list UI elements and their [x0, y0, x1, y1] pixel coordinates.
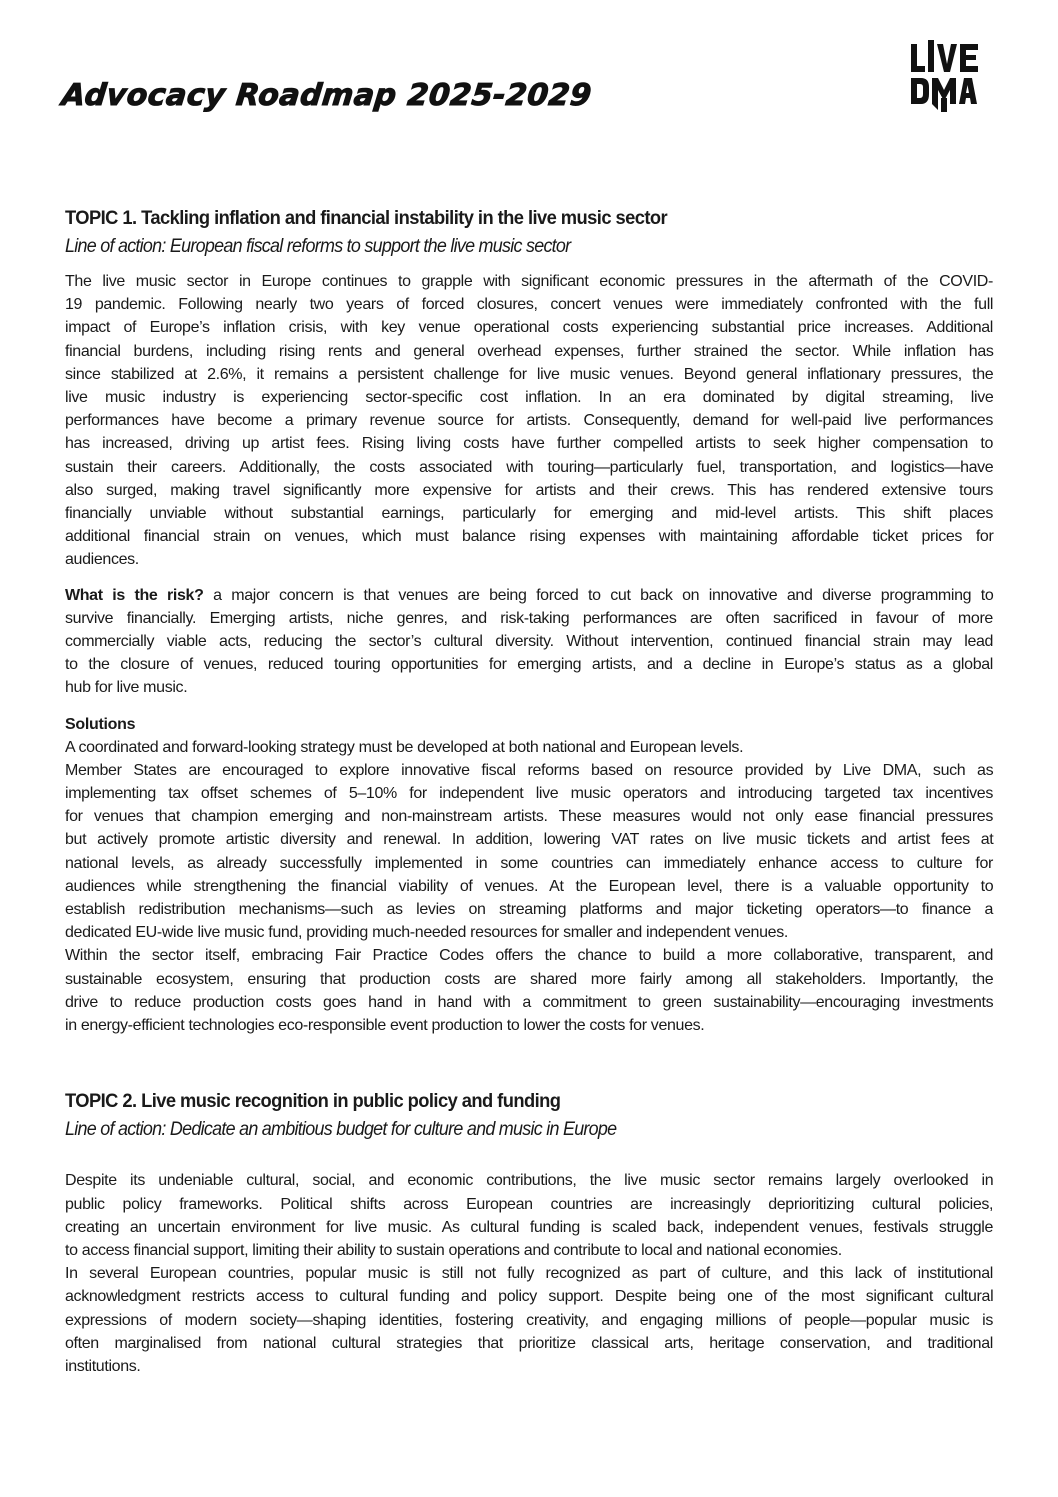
text-line: performances have become a primary revenue source for artists. Consequently, demand for well-paid live performances	[65, 412, 993, 430]
text-line: to access financial support, limiting their ability to sustain operations and contribute to local and national economies.	[65, 1241, 842, 1259]
risk-text: a major concern is that venues are being forced to cut back on innovative and diverse programming to	[203, 586, 994, 604]
text-line: Within the sector itself, embracing Fair Practice Codes offers the chance to build a more collaborative, transparent, and	[65, 947, 993, 965]
text-line: A coordinated and forward-looking strategy must be developed at both national and European levels.	[65, 738, 744, 756]
topic-2-heading: TOPIC 2. Live music recognition in public policy and funding	[65, 1090, 561, 1113]
text-line: In several European countries, popular music is still not fully recognized as part of culture, and this lack of institutional	[65, 1265, 993, 1283]
text-line: 19 pandemic. Following nearly two years of forced closures, concert venues were immediately confronted with the full	[65, 296, 994, 314]
text-line: commercially viable acts, reducing the sector’s cultural diversity. Without intervention, continued financial strain may lead	[65, 633, 994, 651]
text-line: Member States are encouraged to explore innovative fiscal reforms based on resource provided by Live DMA, such as	[65, 761, 994, 779]
live-dma-logo-icon	[908, 38, 982, 112]
text-line: in energy-efficient technologies eco-responsible event production to lower the costs for venues.	[65, 1017, 705, 1035]
solutions-paragraph-2	[65, 759, 993, 945]
text-line: sustainable ecosystem, ensuring that production costs are shared more fairly among all stakeholders. Importantly, the	[65, 970, 994, 988]
text-line: survive financially. Emerging artists, niche genres, and risk-taking performances are often sacrificed in favour of more	[65, 609, 993, 627]
text-line: institutions.	[65, 1357, 141, 1375]
text-line: for venues that champion emerging and non-mainstream artists. These measures would not only ease financial pressures	[65, 808, 994, 826]
text-line: public policy frameworks. Political shifts across European countries are increasingly deprioritizing cultural policies,	[65, 1195, 994, 1213]
text-line: to the closure of venues, reduced touring opportunities for emerging artists, and a decline in Europe’s status as a global	[65, 656, 993, 674]
text-line: establish redistribution mechanisms—such as levies on streaming platforms and major ticketing operators—to finance a	[65, 901, 993, 919]
topic-2-line-of-action: Line of action: Dedicate an ambitious budget for culture and music in Europe	[65, 1118, 617, 1141]
text-line: expressions of modern society—shaping identities, fostering creativity, and engaging millions of people—popular music is	[65, 1311, 993, 1329]
text-line: live music industry is experiencing sector-specific cost inflation. In an era dominated by digital streaming, live	[65, 389, 994, 407]
topic-1-intro-paragraph	[65, 270, 993, 572]
text-line: often marginalised from national cultural strategies that prioritize classical arts, heritage conservation, and traditional	[65, 1334, 993, 1352]
text-line: The live music sector in Europe continues to grapple with significant economic pressures in the aftermath of the COVID-	[65, 273, 993, 290]
text-line: also surged, making travel significantly more expensive for artists and their crews. This has rendered extensive tours	[65, 481, 993, 499]
text-line: financial burdens, including rising rents and general overhead expenses, further strained the sector. While inflation has	[65, 342, 994, 360]
text-line: impact of Europe’s inflation crisis, with key venue operational costs experiencing substantial price increases. Additional	[65, 319, 993, 337]
solutions-heading: Solutions	[65, 715, 136, 733]
text-line: hub for live music.	[65, 679, 188, 697]
text-line: since stabilized at 2.6%, it remains a persistent challenge for live music venues. Beyond general inflationary pressures, the	[65, 365, 994, 383]
risk-label: What is the risk?	[65, 586, 204, 604]
text-line: audiences.	[65, 551, 139, 569]
topic-2-paragraph-1	[65, 1169, 993, 1262]
text-line: Despite its undeniable cultural, social, and economic contributions, the live music sector remains largely overlooked in	[65, 1172, 994, 1190]
text-line: national levels, as already successfully implemented in some countries can immediately enhance access to culture for	[65, 854, 993, 872]
topic-1-line-of-action: Line of action: European fiscal reforms to support the live music sector	[65, 235, 571, 257]
text-line: sustain their careers. Additionally, the costs associated with touring—particularly fuel, transportation, and logistics—have	[65, 458, 994, 476]
text-line: additional financial strain on venues, which must balance rising expenses with maintaining affordable ticket prices for	[65, 528, 994, 546]
solutions-paragraph-3	[65, 944, 993, 1037]
topic-2-section	[65, 1087, 993, 1378]
topic-1-heading: TOPIC 1. Tackling inflation and financial instability in the live music sector	[65, 207, 668, 229]
text-line: creating an uncertain environment for live music. As cultural funding is scaled back, independent venues, festivals struggle	[65, 1218, 994, 1236]
topic-1-risk-paragraph	[65, 584, 993, 700]
text-line: implementing tax offset schemes of 5–10% for independent live music operators and introducing targeted tax incentives	[65, 785, 993, 803]
text-line: financially unviable without substantial earnings, particularly for emerging and mid-level artists. This shift places	[65, 505, 993, 523]
text-line: acknowledgment restricts access to cultural funding and policy support. Despite being one of the most significant cultural	[65, 1288, 994, 1306]
document-title: Advocacy Roadmap 2025-2029	[60, 78, 594, 113]
text-line: dedicated EU-wide live music fund, providing much-needed resources for smaller and independent venues.	[65, 924, 788, 942]
text-line: but actively promote artistic diversity and renewal. In addition, lowering VAT rates on live music tickets and artist fees at	[65, 831, 994, 849]
text-line	[65, 584, 993, 607]
solutions-paragraph-1	[65, 736, 993, 759]
text-line: drive to reduce production costs goes hand in hand with a commitment to green sustainability—encouraging investments	[65, 993, 994, 1011]
topic-2-paragraph-2	[65, 1262, 993, 1378]
topic-1-section	[65, 204, 993, 1037]
text-line: audiences while strengthening the financial viability of venues. At the European level, there is a valuable opportunity to	[65, 877, 994, 895]
document-body	[65, 204, 993, 1378]
text-line: has increased, driving up artist fees. Rising living costs have further compelled artists to seek higher compensation to	[65, 435, 993, 453]
